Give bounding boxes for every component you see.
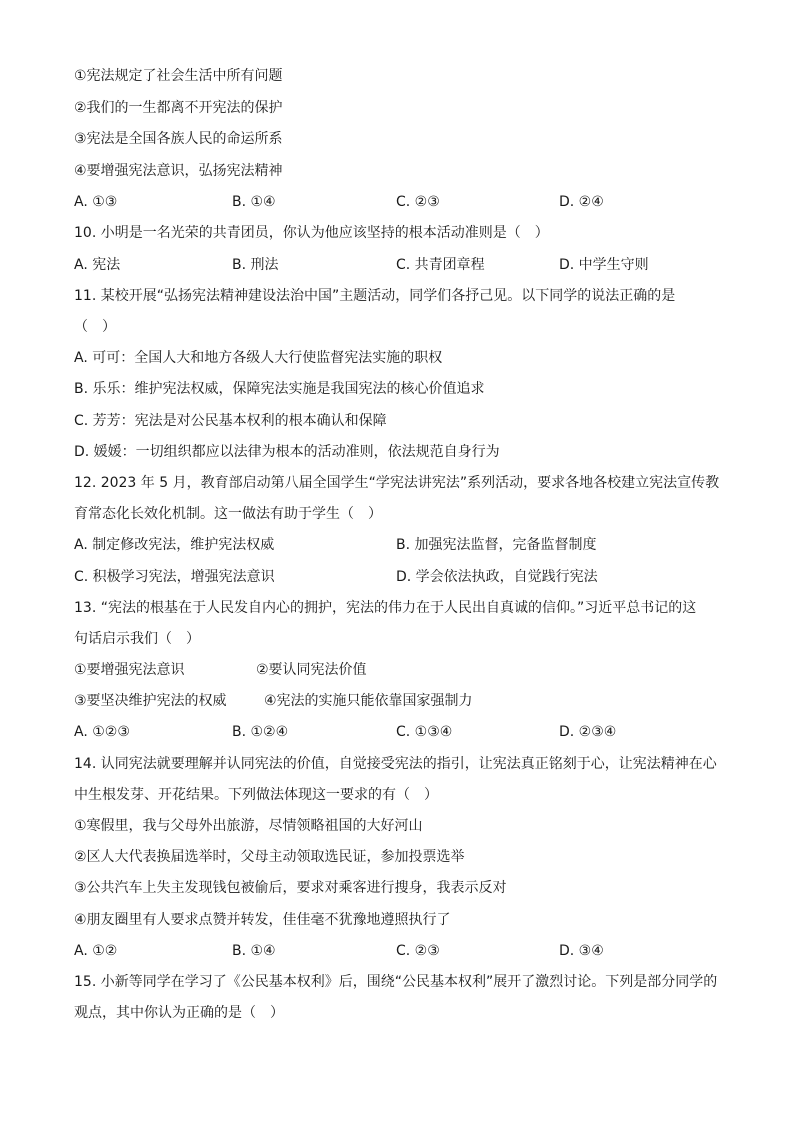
q11-option-c: C. 芳芳：宪法是对公民基本权利的根本确认和保障 bbox=[74, 413, 387, 429]
option-d: D. 学会依法执政，自觉践行宪法 bbox=[396, 569, 598, 585]
option-a: A. ①② bbox=[74, 943, 118, 959]
question-11-cont: （ ） bbox=[74, 319, 116, 335]
option-a: A. 制定修改宪法，维护宪法权威 bbox=[74, 537, 275, 553]
option-b: B. ①④ bbox=[232, 943, 276, 959]
q14-statement-3: ③公共汽车上失主发现钱包被偷后，要求对乘客进行搜身，我表示反对 bbox=[74, 880, 507, 896]
statement-1: ①宪法规定了社会生活中所有问题 bbox=[74, 68, 283, 84]
option-b: B. ①②④ bbox=[232, 724, 289, 740]
question-13-cont: 句话启示我们（ ） bbox=[74, 631, 200, 647]
option-a: A. ①③ bbox=[74, 194, 118, 210]
question-15: 15. 小新等同学在学习了《公民基本权利》后，围绕“公民基本权利”展开了激烈讨论。下列是部分同学的 bbox=[74, 974, 718, 990]
statement-2: ②我们的一生都离不开宪法的保护 bbox=[74, 100, 283, 116]
option-d: D. ②④ bbox=[559, 194, 604, 210]
q14-statement-2: ②区人大代表换届选举时，父母主动领取选民证，参加投票选举 bbox=[74, 849, 465, 865]
option-c: C. 共青团章程 bbox=[396, 257, 485, 273]
q14-statement-4: ④朋友圈里有人要求点赞并转发，佳佳毫不犹豫地遵照执行了 bbox=[74, 912, 451, 928]
option-b: B. ①④ bbox=[232, 194, 276, 210]
option-d: D. ③④ bbox=[559, 943, 604, 959]
option-c: C. ②③ bbox=[396, 943, 440, 959]
option-b: B. 加强宪法监督，完备监督制度 bbox=[396, 537, 597, 553]
statement-1: ①要增强宪法意识 bbox=[74, 662, 185, 678]
option-c: C. 积极学习宪法，增强宪法意识 bbox=[74, 569, 275, 585]
statement-4: ④要增强宪法意识，弘扬宪法精神 bbox=[74, 163, 283, 179]
question-14-cont: 中生根发芽、开花结果。下列做法体现这一要求的有（ ） bbox=[74, 787, 438, 803]
option-d: D. 中学生守则 bbox=[559, 257, 649, 273]
question-11: 11. 某校开展“弘扬宪法精神建设法治中国”主题活动，同学们各抒己见。以下同学的说法正确的是 bbox=[74, 288, 676, 304]
question-10: 10. 小明是一名光荣的共青团员，你认为他应该坚持的根本活动准则是（ ） bbox=[74, 225, 549, 241]
q11-option-a: A. 可可：全国人大和地方各级人大行使监督宪法实施的职权 bbox=[74, 350, 443, 366]
option-a: A. ①②③ bbox=[74, 724, 130, 740]
question-15-cont: 观点，其中你认为正确的是（ ） bbox=[74, 1005, 284, 1021]
statement-4: ④宪法的实施只能依靠国家强制力 bbox=[264, 693, 473, 709]
statement-2: ②要认同宪法价值 bbox=[256, 662, 367, 678]
statement-3: ③宪法是全国各族人民的命运所系 bbox=[74, 131, 283, 147]
question-12: 12. 2023 年 5 月，教育部启动第八届全国学生“学宪法讲宪法”系列活动，要求各地各校建立宪法宣传教 bbox=[74, 475, 720, 491]
option-c: C. ②③ bbox=[396, 194, 440, 210]
q11-option-d: D. 媛媛：一切组织都应以法律为根本的活动准则，依法规范自身行为 bbox=[74, 444, 500, 460]
option-c: C. ①③④ bbox=[396, 724, 453, 740]
question-13: 13. “宪法的根基在于人民发自内心的拥护，宪法的伟力在于人民出自真诚的信仰。”习近平总书记的这 bbox=[74, 600, 697, 616]
q14-statement-1: ①寒假里，我与父母外出旅游，尽情领略祖国的大好河山 bbox=[74, 818, 423, 834]
option-d: D. ②③④ bbox=[559, 724, 617, 740]
statement-3: ③要坚决维护宪法的权威 bbox=[74, 693, 227, 709]
option-a: A. 宪法 bbox=[74, 257, 121, 273]
option-b: B. 刑法 bbox=[232, 257, 279, 273]
q11-option-b: B. 乐乐：维护宪法权威，保障宪法实施是我国宪法的核心价值追求 bbox=[74, 381, 485, 397]
question-14: 14. 认同宪法就要理解并认同宪法的价值，自觉接受宪法的指引，让宪法真正铭刻于心，让宪法精神在心 bbox=[74, 756, 717, 772]
question-12-cont: 育常态化长效化机制。这一做法有助于学生（ ） bbox=[74, 506, 382, 522]
